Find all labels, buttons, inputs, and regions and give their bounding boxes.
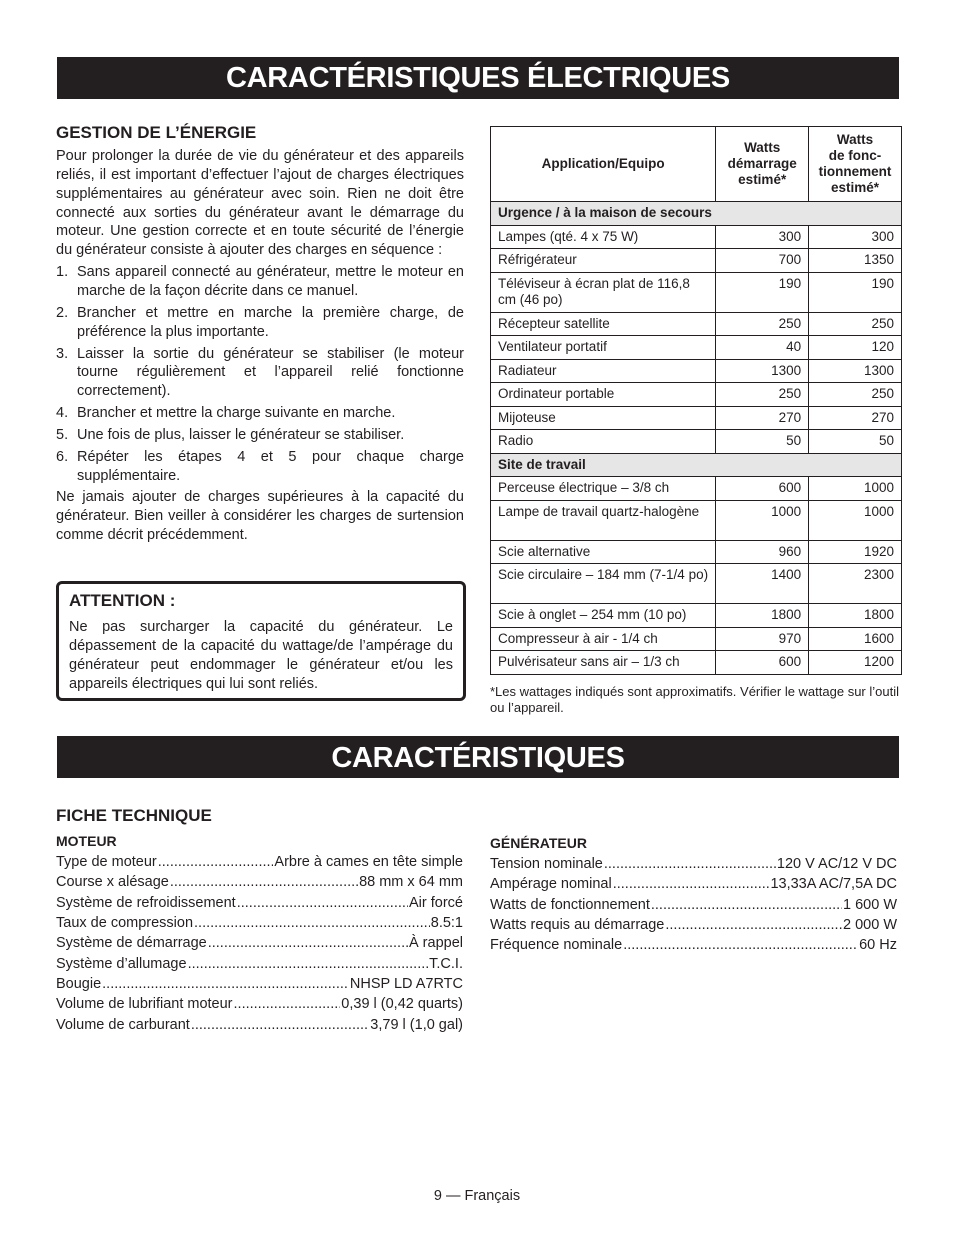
cell-start: 270 bbox=[716, 406, 809, 430]
cell-name: Perceuse électrique – 3/8 ch bbox=[491, 477, 716, 501]
spec-row bbox=[56, 853, 463, 873]
spec-label: Type de moteur bbox=[56, 854, 157, 871]
table-row bbox=[491, 430, 902, 454]
table-row bbox=[491, 359, 902, 383]
table-row bbox=[491, 651, 902, 675]
spec-value: 1 600 W bbox=[843, 896, 897, 913]
spec-label: Volume de carburant bbox=[56, 1016, 190, 1033]
list-item bbox=[56, 404, 464, 423]
leader-dots bbox=[102, 975, 349, 994]
table-row bbox=[491, 604, 902, 628]
leader-dots bbox=[188, 955, 429, 974]
spec-row bbox=[56, 894, 463, 914]
energy-title: GESTION DE L’ÉNERGIE bbox=[56, 123, 257, 142]
cell-run: 250 bbox=[809, 383, 902, 407]
cell-start: 1300 bbox=[716, 359, 809, 383]
table-row bbox=[491, 383, 902, 407]
spec-label: Système de refroidissement bbox=[56, 894, 236, 911]
spec-row bbox=[490, 875, 897, 895]
table-row bbox=[491, 272, 902, 312]
attention-text: Ne pas surcharger la capacité du générateur. Le dépassement de la capacité du wattage/de l’ampérage du générateur peut endommager le générateur et/ou les appareils électriques qui lui sont reliés. bbox=[69, 619, 453, 692]
cell-run: 1000 bbox=[809, 477, 902, 501]
leader-dots bbox=[237, 894, 408, 913]
spec-row bbox=[56, 934, 463, 954]
header-starting-watts bbox=[716, 127, 809, 202]
leader-dots bbox=[208, 934, 408, 953]
list-item bbox=[56, 426, 464, 445]
step-text: Laisser la sortie du générateur se stabiliser (le moteur tourne régulièrement et l’appareil relié fonctionne correctement). bbox=[77, 345, 464, 400]
cell-run: 1350 bbox=[809, 249, 902, 273]
energy-steps-list bbox=[56, 263, 464, 485]
motor-subtitle: MOTEUR bbox=[56, 833, 117, 849]
leader-dots bbox=[651, 896, 842, 915]
step-text: Brancher et mettre la charge suivante en marche. bbox=[77, 405, 396, 422]
leader-dots bbox=[194, 914, 430, 933]
cell-start: 1400 bbox=[716, 564, 809, 604]
category-row-home bbox=[491, 202, 902, 226]
spec-row bbox=[490, 936, 897, 956]
spec-value: NHSP LD A7RTC bbox=[349, 975, 463, 992]
leader-dots bbox=[665, 916, 842, 935]
step-number: 4. bbox=[56, 405, 69, 422]
cell-run: 50 bbox=[809, 430, 902, 454]
cell-start: 250 bbox=[716, 383, 809, 407]
list-item bbox=[56, 448, 464, 486]
spec-value: Air forcé bbox=[409, 894, 463, 911]
cell-start: 300 bbox=[716, 225, 809, 249]
header-application: Application/Equipo bbox=[491, 127, 716, 202]
cell-name: Réfrigérateur bbox=[491, 249, 716, 273]
cell-start: 1800 bbox=[716, 604, 809, 628]
page-footer: 9 — Français bbox=[433, 1188, 521, 1204]
cell-name: Récepteur satellite bbox=[491, 312, 716, 336]
cell-run: 2300 bbox=[809, 564, 902, 604]
spec-value: 120 V AC/12 V DC bbox=[776, 856, 897, 873]
cell-run: 300 bbox=[809, 225, 902, 249]
spec-value: 0,39 l (0,42 quarts) bbox=[341, 996, 463, 1013]
table-row bbox=[491, 312, 902, 336]
list-item bbox=[56, 304, 464, 342]
attention-box bbox=[56, 581, 466, 701]
step-text: Sans appareil connecté au générateur, mettre le moteur en marche de la façon décrite dans ce manuel. bbox=[77, 264, 464, 299]
step-number: 6. bbox=[56, 448, 69, 465]
step-number: 5. bbox=[56, 426, 69, 443]
cell-start: 600 bbox=[716, 651, 809, 675]
cell-start: 970 bbox=[716, 627, 809, 651]
table-row bbox=[491, 336, 902, 360]
step-number: 3. bbox=[56, 345, 69, 362]
spec-value: T.C.I. bbox=[429, 955, 463, 972]
spec-label: Ampérage nominal bbox=[490, 876, 612, 893]
table-row bbox=[491, 406, 902, 430]
leader-dots bbox=[170, 873, 358, 892]
cell-name: Mijoteuse bbox=[491, 406, 716, 430]
cell-run: 1200 bbox=[809, 651, 902, 675]
category-row-work bbox=[491, 453, 902, 477]
header-line: démarrage bbox=[727, 155, 797, 171]
motor-specs bbox=[56, 832, 463, 1036]
spec-row bbox=[56, 873, 463, 893]
specs-title: FICHE TECHNIQUE bbox=[56, 806, 212, 825]
header-line: de fonc- bbox=[828, 147, 882, 163]
cell-name: Lampes (qté. 4 x 75 W) bbox=[491, 225, 716, 249]
category-label: Urgence / à la maison de secours bbox=[491, 202, 902, 226]
cell-name: Scie alternative bbox=[491, 540, 716, 564]
cell-run: 190 bbox=[809, 272, 902, 312]
cell-run: 1000 bbox=[809, 500, 902, 540]
leader-dots bbox=[158, 853, 274, 872]
step-number: 2. bbox=[56, 304, 69, 321]
spec-row bbox=[490, 896, 897, 916]
cell-run: 250 bbox=[809, 312, 902, 336]
spec-row bbox=[490, 855, 897, 875]
cell-run: 270 bbox=[809, 406, 902, 430]
table-row bbox=[491, 249, 902, 273]
step-number: 1. bbox=[56, 264, 69, 281]
cell-name: Compresseur à air - 1/4 ch bbox=[491, 627, 716, 651]
cell-run: 1920 bbox=[809, 540, 902, 564]
table-row bbox=[491, 500, 902, 540]
spec-label: Fréquence nominale bbox=[490, 937, 623, 954]
cell-name: Lampe de travail quartz-halogène bbox=[491, 500, 716, 540]
generator-subtitle: GÉNÉRATEUR bbox=[490, 835, 587, 851]
table-row bbox=[491, 477, 902, 501]
header-line: estimé* bbox=[738, 172, 787, 188]
spec-row bbox=[490, 916, 897, 936]
spec-value: 13,33A AC/7,5A DC bbox=[770, 876, 897, 893]
list-item bbox=[56, 345, 464, 402]
cell-start: 600 bbox=[716, 477, 809, 501]
spec-label: Volume de lubrifiant moteur bbox=[56, 996, 233, 1013]
section-banner-specifications: CARACTÉRISTIQUES bbox=[57, 736, 899, 778]
spec-value: 88 mm x 64 mm bbox=[359, 874, 463, 891]
table-row bbox=[491, 627, 902, 651]
generator-specs bbox=[490, 834, 897, 957]
spec-label: Taux de compression bbox=[56, 915, 194, 932]
step-text: Brancher et mettre en marche la première charge, de préférence la plus importante. bbox=[77, 304, 464, 340]
table-row bbox=[491, 225, 902, 249]
table-row bbox=[491, 564, 902, 604]
cell-start: 40 bbox=[716, 336, 809, 360]
energy-intro: Pour prolonger la durée de vie du générateur et des appareils reliés, il est important d’effectuer l’ajout de charges électriques supplémentaires au générateur avec soin. Rien ne doit être connecté aux sorties du générateur avant le démarrage du moteur. Une gestion correcte et en toute sécurité de l’énergie du générateur consiste à ajouter des charges en séquence : bbox=[56, 148, 464, 259]
spec-row bbox=[56, 955, 463, 975]
spec-label: Course x alésage bbox=[56, 874, 169, 891]
spec-value: 60 Hz bbox=[859, 937, 897, 954]
cell-name: Scie à onglet – 254 mm (10 po) bbox=[491, 604, 716, 628]
table-row bbox=[491, 540, 902, 564]
header-running-watts bbox=[809, 127, 902, 202]
energy-closing: Ne jamais ajouter de charges supérieures à la capacité du générateur. Bien veiller à considérer les charges de surtension comme décrit précédemment. bbox=[56, 489, 464, 544]
section-banner-electrical: CARACTÉRISTIQUES ÉLECTRIQUES bbox=[57, 57, 899, 99]
table-header-row bbox=[491, 127, 902, 202]
leader-dots bbox=[234, 995, 341, 1014]
leader-dots bbox=[191, 1016, 369, 1035]
attention-title: ATTENTION : bbox=[69, 591, 176, 610]
cell-start: 250 bbox=[716, 312, 809, 336]
spec-row bbox=[56, 914, 463, 934]
wattage-table bbox=[490, 126, 902, 675]
cell-name: Radio bbox=[491, 430, 716, 454]
spec-value: À rappel bbox=[408, 935, 463, 952]
spec-label: Watts requis au démarrage bbox=[490, 917, 665, 934]
spec-row bbox=[56, 995, 463, 1015]
spec-row bbox=[56, 1016, 463, 1036]
header-line: estimé* bbox=[831, 180, 880, 196]
cell-run: 1600 bbox=[809, 627, 902, 651]
header-line: Watts bbox=[836, 131, 874, 147]
spec-value: 3,79 l (1,0 gal) bbox=[370, 1016, 463, 1033]
leader-dots bbox=[623, 936, 858, 955]
cell-run: 120 bbox=[809, 336, 902, 360]
table-footnote: *Les wattages indiqués sont approximatifs. Vérifier le wattage sur l’outil ou l’appareil. bbox=[490, 684, 899, 715]
leader-dots bbox=[604, 855, 776, 874]
spec-value: 2 000 W bbox=[843, 917, 897, 934]
cell-run: 1300 bbox=[809, 359, 902, 383]
cell-start: 190 bbox=[716, 272, 809, 312]
header-line: Watts bbox=[744, 139, 781, 155]
spec-label: Système de démarrage bbox=[56, 935, 207, 952]
category-label: Site de travail bbox=[491, 453, 902, 477]
cell-start: 960 bbox=[716, 540, 809, 564]
cell-start: 1000 bbox=[716, 500, 809, 540]
cell-run: 1800 bbox=[809, 604, 902, 628]
step-text: Une fois de plus, laisser le générateur se stabiliser. bbox=[77, 426, 405, 443]
spec-label: Système d’allumage bbox=[56, 955, 187, 972]
cell-name: Téléviseur à écran plat de 116,8 cm (46 po) bbox=[491, 272, 716, 312]
list-item bbox=[56, 263, 464, 301]
spec-label: Watts de fonctionnement bbox=[490, 896, 650, 913]
spec-value: 8.5:1 bbox=[430, 915, 463, 932]
spec-row bbox=[56, 975, 463, 995]
cell-start: 50 bbox=[716, 430, 809, 454]
energy-management-section bbox=[56, 122, 464, 545]
cell-name: Ventilateur portatif bbox=[491, 336, 716, 360]
header-line: tionnement bbox=[818, 164, 892, 179]
leader-dots bbox=[613, 875, 770, 894]
spec-label: Bougie bbox=[56, 975, 102, 992]
spec-value: Arbre à cames en tête simple bbox=[274, 854, 463, 871]
cell-name: Radiateur bbox=[491, 359, 716, 383]
cell-start: 700 bbox=[716, 249, 809, 273]
step-text: Répéter les étapes 4 et 5 pour chaque charge supplémentaire. bbox=[77, 448, 464, 484]
spec-label: Tension nominale bbox=[490, 856, 603, 873]
cell-name: Ordinateur portable bbox=[491, 383, 716, 407]
cell-name: Scie circulaire – 184 mm (7-1/4 po) bbox=[491, 564, 716, 604]
cell-name: Pulvérisateur sans air – 1/3 ch bbox=[491, 651, 716, 675]
